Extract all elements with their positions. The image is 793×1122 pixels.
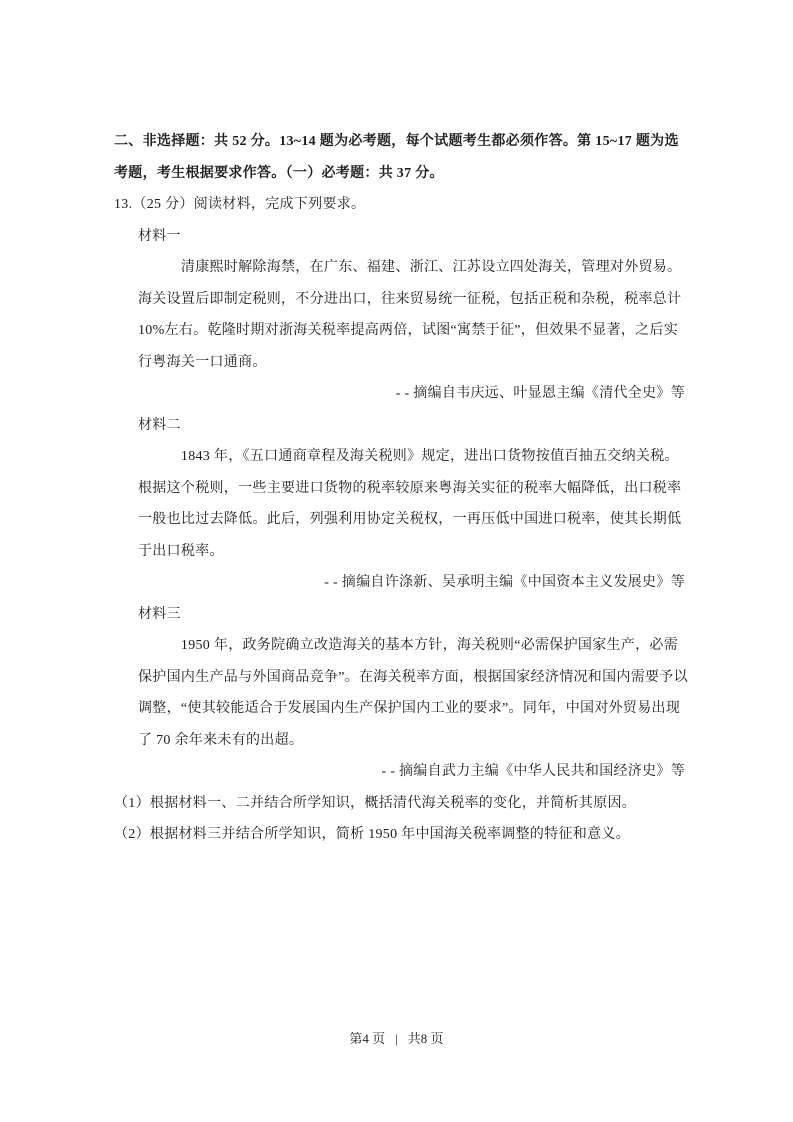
material-3-attribution: - - 摘编自武力主编《中华人民共和国经济史》等 <box>381 764 685 779</box>
material-2-line-1: 1843 年，《五口通商章程及海关税则》规定，进出口货物按值百抽五交纳关税。 <box>138 449 679 464</box>
footer-separator: | <box>395 1031 398 1046</box>
page-footer <box>0 1028 793 1050</box>
material-1-line-3: 10%左右。乾隆时期对浙海关税率提高两倍，试图“寓禁于征”，但效果不显著，之后实 <box>138 323 679 338</box>
section-header-line-1: 二、非选择题：共 52 分。13~14 题为必考题，每个试题考生都必须作答。第 15~17 题为选 <box>114 134 679 149</box>
material-3-line-2: 保护国内生产品与外国商品竞争”。在海关税率方面，根据国家经济情况和国内需要予以 <box>138 669 688 685</box>
material-1-attribution: - - 摘编自韦庆远、叶显恩主编《清代全史》等 <box>395 386 685 401</box>
material-3-block <box>114 599 688 788</box>
material-1-line-1: 清康熙时解除海禁，在广东、福建、浙江、江苏设立四处海关，管理对外贸易。 <box>138 260 682 275</box>
sub-question-1: （1）根据材料一、二并结合所学知识，概括清代海关税率的变化，并简析其原因。 <box>114 795 637 811</box>
material-2-block <box>114 410 685 599</box>
material-1-label: 材料一 <box>138 228 181 244</box>
exam-page-content <box>114 126 688 851</box>
material-1-line-4: 行粤海关一口通商。 <box>138 354 267 370</box>
question-13-intro: 13.（25 分）阅读材料，完成下列要求。 <box>114 197 366 212</box>
material-3-label: 材料三 <box>138 606 181 622</box>
material-2-label: 材料二 <box>138 417 181 433</box>
material-2-line-3: 一般也比过去降低。此后，列强利用协定关税权，一再压低中国进口税率，使其长期低 <box>138 512 682 527</box>
material-2-line-2: 根据这个税则，一些主要进口货物的税率较原来粤海关实征的税率大幅降低，出口税率 <box>138 480 682 496</box>
total-pages: 共8 页 <box>407 1031 444 1046</box>
page-number: 第4 页 <box>349 1031 386 1046</box>
material-3-line-3: 调整，“使其较能适合于发展国内生产保护国内工业的要求”。同年，中国对外贸易出现 <box>138 701 681 716</box>
material-1-line-2: 海关设置后即制定税则，不分进出口，往来贸易统一征税，包括正税和杂税，税率总计 <box>138 291 682 307</box>
material-3-line-4: 了 70 余年来未有的出超。 <box>138 732 304 748</box>
section-header-line-2: 考题，考生根据要求作答。（一）必考题：共 37 分。 <box>114 165 444 181</box>
material-2-line-4: 于出口税率。 <box>138 543 224 559</box>
material-2-attribution: - - 摘编自许涤新、吴承明主编《中国资本主义发展史》等 <box>324 575 685 590</box>
sub-question-2: （2）根据材料三并结合所学知识，简析 1950 年中国海关税率调整的特征和意义。 <box>114 827 630 842</box>
material-3-line-1: 1950 年，政务院确立改造海关的基本方针，海关税则“必需保护国家生产，必需 <box>138 638 679 653</box>
material-1-block <box>114 221 685 410</box>
